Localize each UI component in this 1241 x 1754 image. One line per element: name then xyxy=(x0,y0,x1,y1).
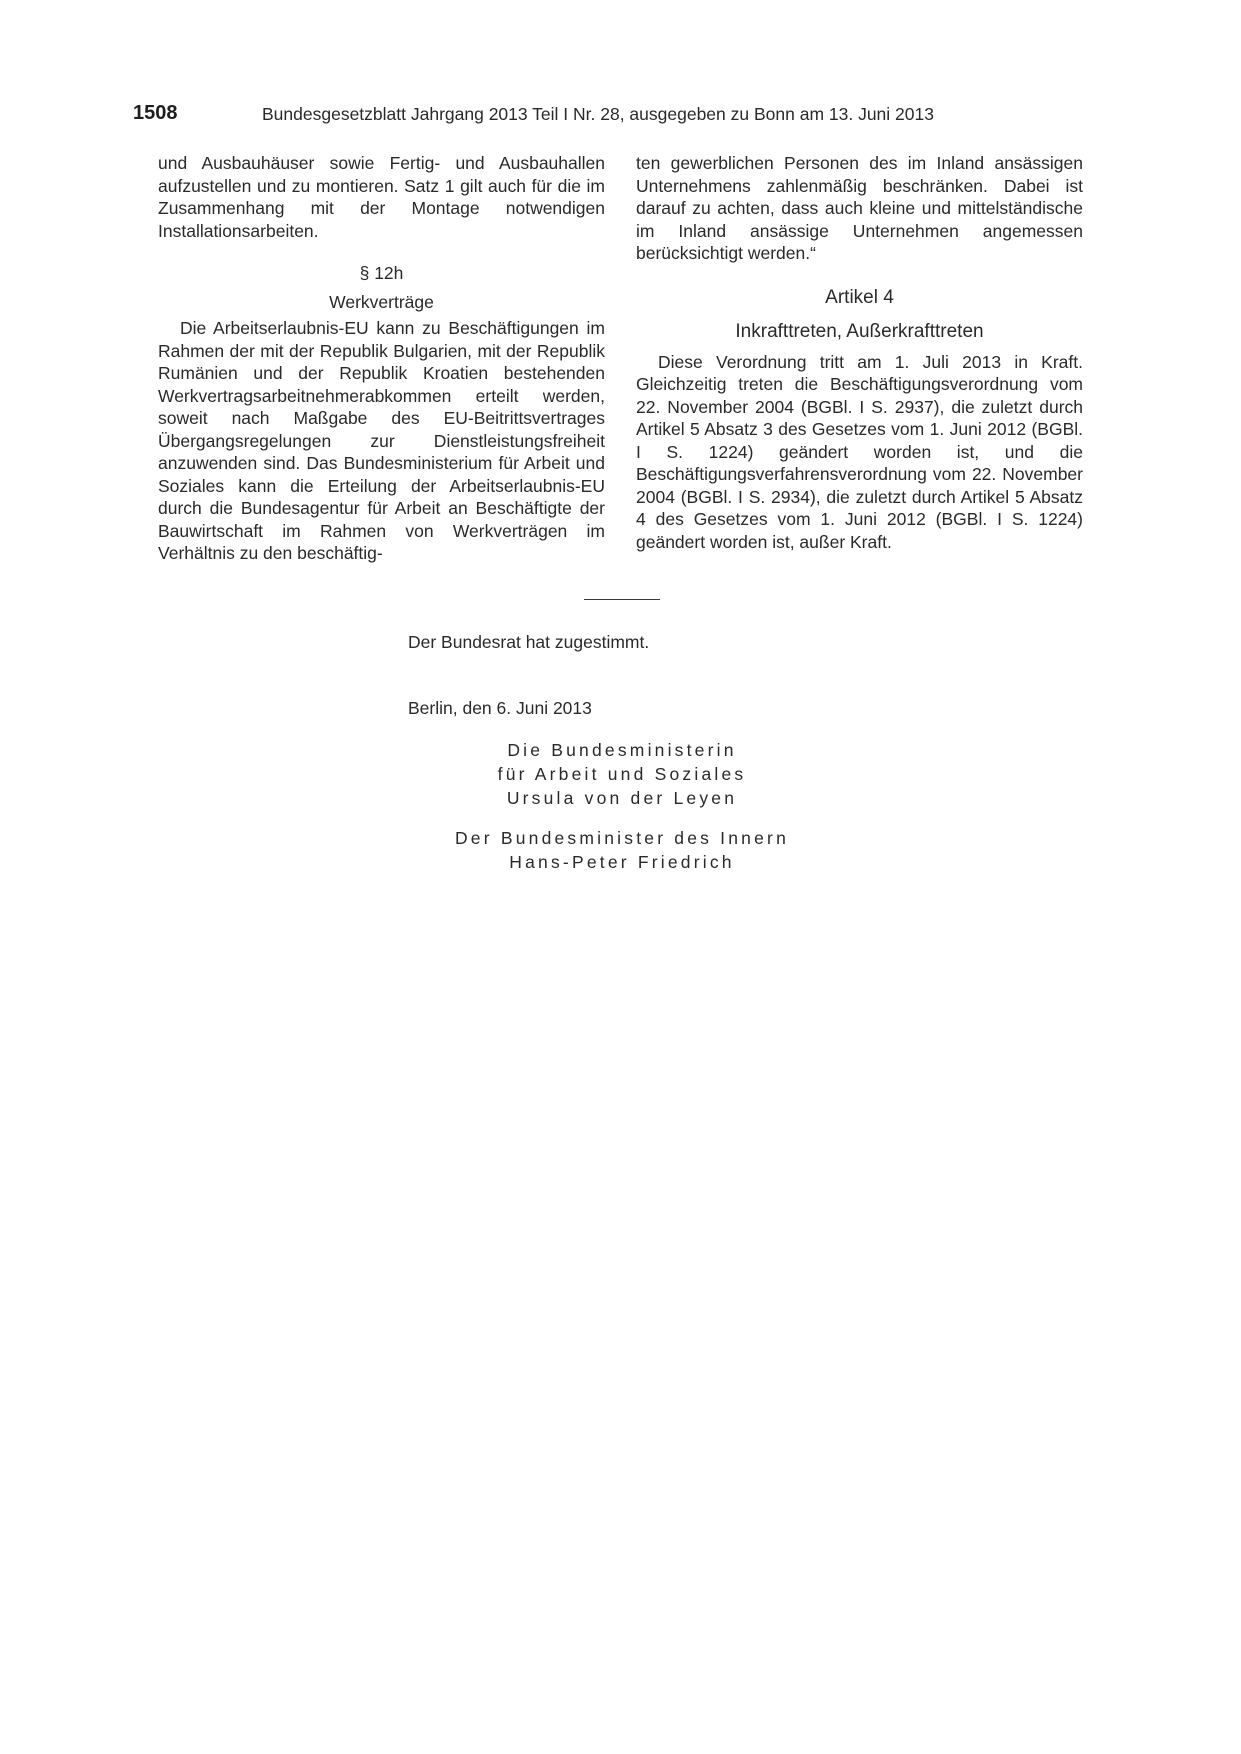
signatory-title-line-1: Der Bundesminister des Innern xyxy=(454,828,790,848)
continuation-paragraph-right: ten gewerblichen Personen des im Inland ansässigen Unternehmens zahlenmäßig beschränken. Dabei ist darauf zu achten, dass auch kleine und mittelständische im Inland ansässige Unternehmen angemessen berücksichtigt werden.“ xyxy=(636,153,1083,263)
article-title: Inkrafttreten, Außerkrafttreten xyxy=(735,320,984,342)
left-column xyxy=(158,152,605,565)
place-and-date: Berlin, den 6. Juni 2013 xyxy=(408,698,592,718)
section-number: § 12h xyxy=(359,263,404,283)
running-header: Bundesgesetzblatt Jahrgang 2013 Teil I Nr. 28, ausgegeben zu Bonn am 13. Juni 2013 xyxy=(262,104,934,124)
section-paragraph: Die Arbeitserlaubnis-EU kann zu Beschäftigungen im Rahmen der mit der Republik Bulgarien, mit der Republik Rumänien und der Republik Kroatien bestehenden Werkvertragsarbeitnehmerabkommen erteilt werden, soweit nach Maßgabe des EU-Beitrittsvertrages Übergangsregelungen zur Dienstleistungsfreiheit anzuwenden sind. Das Bundesministerium für Arbeit und Soziales kann die Erteilung der Arbeitserlaubnis-EU durch die Bundesagentur für Arbeit an Beschäftigte der Bauwirtschaft im Rahmen von Werkverträgen im Verhältnis zu den beschäftig- xyxy=(158,318,605,563)
signatory-title-line-1: Die Bundesministerin xyxy=(507,740,737,760)
signatory-title-line-2: für Arbeit und Soziales xyxy=(497,764,747,784)
right-column xyxy=(636,152,1083,553)
article-number: Artikel 4 xyxy=(825,286,894,308)
article-paragraph: Diese Verordnung tritt am 1. Juli 2013 in Kraft. Gleichzeitig treten die Beschäftigungsverordnung vom 22. November 2004 (BGBl. I S. 2937), die zuletzt durch Artikel 5 Absatz 3 des Gesetzes vom 1. Juni 2012 (BGBl. I S. 1224) geändert worden ist, und die Beschäftigungsverfahrensverordnung vom 22. November 2004 (BGBl. I S. 2934), die zuletzt durch Artikel 5 Absatz 4 des Gesetzes vom 1. Juni 2012 (BGBl. I S. 1224) geändert worden ist, außer Kraft. xyxy=(636,351,1083,552)
bundesrat-consent: Der Bundesrat hat zugestimmt. xyxy=(408,632,650,652)
signatory-name: Hans-Peter Friedrich xyxy=(509,852,735,872)
signatory-name: Ursula von der Leyen xyxy=(506,788,738,808)
signature-block-2 xyxy=(358,826,886,874)
continuation-paragraph-left: und Ausbauhäuser sowie Fertig- und Ausbauhallen aufzustellen und zu montieren. Satz 1 gilt auch für die im Zusammenhang mit der Montage notwendigen Installationsarbeiten. xyxy=(158,153,605,241)
section-title: Werkverträge xyxy=(329,291,434,312)
separator-rule xyxy=(584,599,660,600)
signature-block-1 xyxy=(358,738,886,810)
page-number: 1508 xyxy=(133,102,178,124)
